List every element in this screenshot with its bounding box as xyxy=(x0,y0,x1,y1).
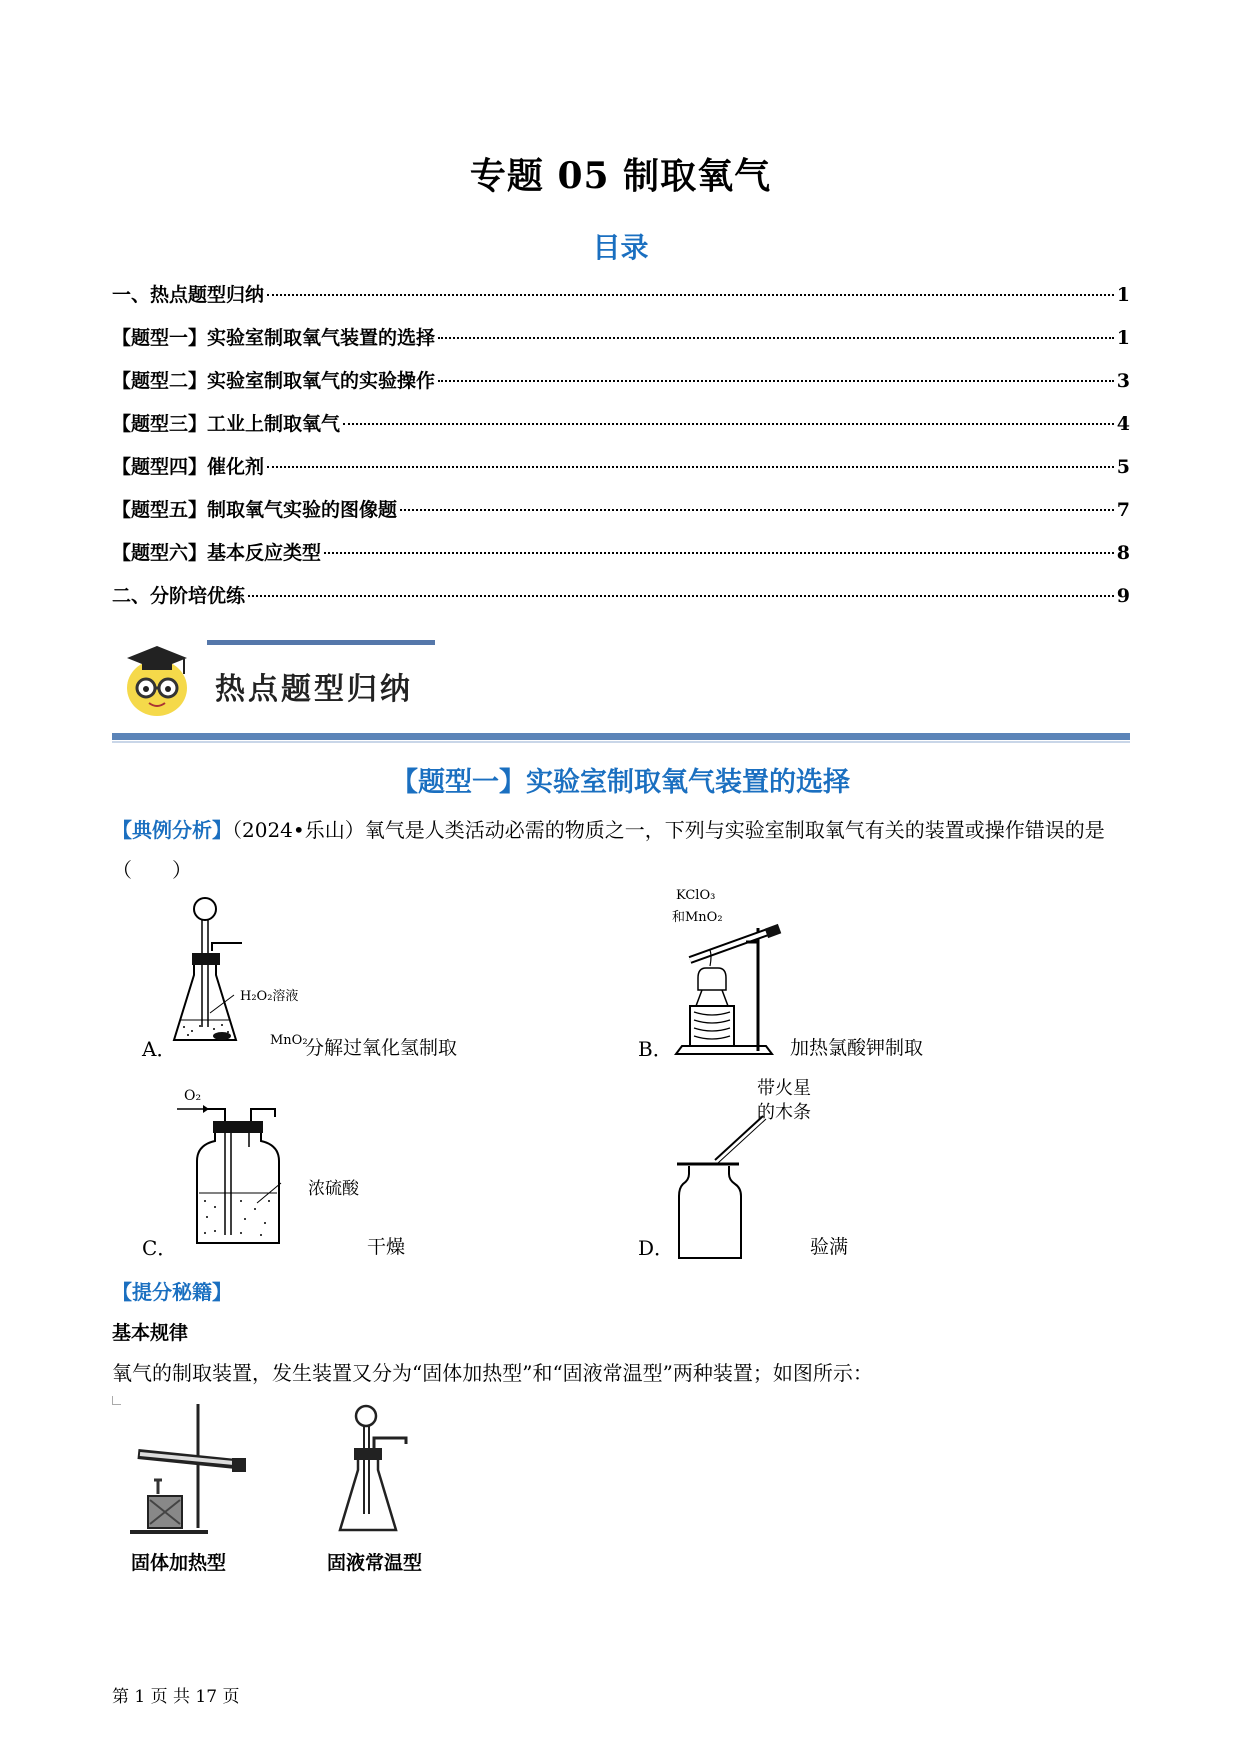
toc-item-page: 5 xyxy=(1116,456,1130,478)
toc-leader xyxy=(248,595,1114,597)
tips-text: 氧气的制取装置，发生装置又分为“固体加热型”和“固液常温型”两种装置；如图所示： xyxy=(112,1361,873,1385)
option-a-h2o2-label: H₂O₂溶液 xyxy=(240,989,299,1004)
toc-item-label: 【题型二】实验室制取氧气的实验操作 xyxy=(112,370,436,392)
toc-leader xyxy=(343,423,1114,425)
option-d-splint-label-line1: 带火星 xyxy=(757,1078,811,1099)
toc-item-label: 二、分阶培优练 xyxy=(112,585,246,607)
toc-item-label: 【题型四】催化剂 xyxy=(112,456,265,478)
toc-item-page: 3 xyxy=(1116,370,1130,392)
option-a-mno2-label: MnO₂ xyxy=(270,1033,308,1048)
banner-title: 热点题型归纳 xyxy=(215,672,413,707)
option-d-letter[interactable]: D． xyxy=(638,1236,675,1260)
toc-item[interactable] xyxy=(112,366,1130,409)
toc-leader xyxy=(438,380,1114,382)
toc-leader xyxy=(267,294,1114,296)
toc-item-page: 4 xyxy=(1116,413,1130,435)
scholar-mascot-icon xyxy=(122,640,192,720)
toc-item-page: 7 xyxy=(1116,499,1130,521)
example-tag: 【典例分析】 xyxy=(112,818,232,842)
toc-item[interactable] xyxy=(112,538,1130,581)
option-b-caption: 加热氯酸钾制取 xyxy=(790,1037,924,1059)
toc-item-label: 【题型一】实验室制取氧气装置的选择 xyxy=(112,327,436,349)
toc-item-page: 1 xyxy=(1116,284,1130,306)
option-c-letter[interactable]: C． xyxy=(142,1236,178,1260)
option-a-figure xyxy=(170,895,310,1055)
toc-item-label: 【题型三】工业上制取氧气 xyxy=(112,413,341,435)
toc-item-label: 【题型六】基本反应类型 xyxy=(112,542,322,564)
toc-item-page: 1 xyxy=(1116,327,1130,349)
option-c-o2-label: O₂ xyxy=(184,1088,202,1104)
banner-accent-line xyxy=(207,640,435,645)
toc-leader xyxy=(438,337,1114,339)
solid-liquid-label: 固液常温型 xyxy=(327,1552,423,1574)
solid-heating-figure xyxy=(128,1400,268,1540)
toc-leader xyxy=(267,466,1114,468)
banner-divider xyxy=(112,733,1130,740)
example-question xyxy=(112,810,1130,890)
toc-item[interactable] xyxy=(112,280,1130,323)
option-b-kclo3-label: KClO₃ xyxy=(676,888,716,903)
tips-tag: 【提分秘籍】 xyxy=(112,1280,232,1304)
banner-divider-shadow xyxy=(112,741,1130,743)
toc-heading: 目录 xyxy=(592,231,649,264)
example-text: （2024•乐山）氧气是人类活动必需的物质之一，下列与实验室制取氧气有关的装置或操作错误的是（ ） xyxy=(112,818,1105,882)
solid-heating-label: 固体加热型 xyxy=(131,1552,227,1574)
option-a-letter[interactable]: A． xyxy=(142,1037,177,1061)
toc-leader xyxy=(400,509,1114,511)
option-c-caption: 干燥 xyxy=(367,1236,406,1258)
toc-item-label: 一、热点题型归纳 xyxy=(112,284,265,306)
toc-item[interactable] xyxy=(112,495,1130,538)
solid-liquid-figure xyxy=(338,1402,448,1542)
toc-item[interactable] xyxy=(112,409,1130,452)
option-d-figure xyxy=(675,1110,795,1260)
option-b-letter[interactable]: B． xyxy=(638,1037,673,1061)
option-d-caption: 验满 xyxy=(810,1236,849,1258)
option-d-splint-label-line2: 的木条 xyxy=(757,1102,811,1123)
table-of-contents xyxy=(112,280,1130,624)
toc-leader xyxy=(324,552,1114,554)
option-c-figure xyxy=(175,1083,305,1248)
option-a-caption: 分解过氧化氢制取 xyxy=(305,1037,458,1059)
anchor-mark xyxy=(112,1396,121,1405)
toc-item-label: 【题型五】制取氧气实验的图像题 xyxy=(112,499,398,521)
toc-item-page: 8 xyxy=(1116,542,1130,564)
option-b-figure xyxy=(668,918,798,1058)
toc-item[interactable] xyxy=(112,452,1130,495)
section-heading: 【题型一】实验室制取氧气装置的选择 xyxy=(391,767,850,798)
option-b-mno2-label: 和MnO₂ xyxy=(672,910,723,925)
toc-item[interactable] xyxy=(112,323,1130,366)
toc-item[interactable] xyxy=(112,581,1130,624)
page-title: 专题 05 制取氧气 xyxy=(469,155,772,197)
option-c-acid-label: 浓硫酸 xyxy=(308,1179,359,1199)
toc-item-page: 9 xyxy=(1116,585,1130,607)
tips-subheading: 基本规律 xyxy=(112,1322,189,1344)
page-footer: 第 1 页 共 17 页 xyxy=(112,1687,240,1707)
